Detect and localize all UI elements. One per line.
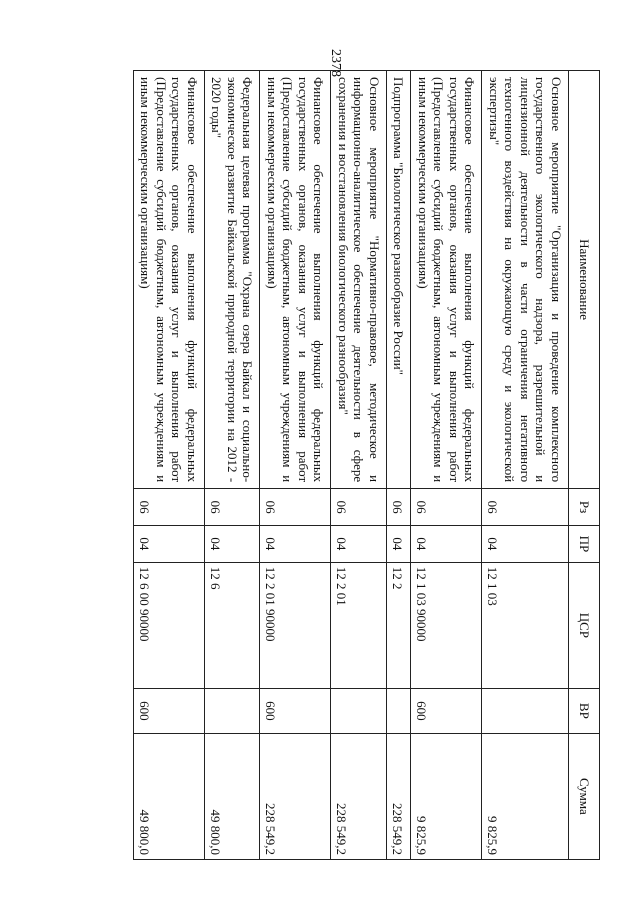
budget-table-rotated	[90, 70, 600, 860]
header-vr: ВР	[569, 689, 600, 734]
row-rz: 06	[331, 489, 387, 526]
row-pr: 04	[482, 525, 569, 562]
row-name: Федеральная целевая программа "Охрана озера Байкал и социально-экономическое развитие Байкальской природной территории на 2012 - 2020 годы"	[205, 71, 261, 489]
row-rz: 06	[205, 489, 261, 526]
header-pr: ПР	[569, 525, 600, 562]
table-row	[387, 71, 412, 860]
header-csr: ЦСР	[569, 562, 600, 688]
header-rz: Рз	[569, 489, 600, 526]
row-vr: 600	[411, 689, 482, 734]
row-pr: 04	[411, 525, 482, 562]
row-rz: 06	[387, 489, 412, 526]
table-row	[482, 71, 569, 860]
table-row	[260, 71, 331, 860]
row-vr	[387, 689, 412, 734]
row-csr: 12 2 01 90000	[260, 562, 331, 688]
row-vr	[205, 689, 261, 734]
row-csr: 12 6	[205, 562, 261, 688]
row-pr: 04	[387, 525, 412, 562]
row-pr: 04	[260, 525, 331, 562]
table-row	[205, 71, 261, 860]
row-sum: 228 549,2	[387, 733, 412, 859]
table-header-row	[569, 71, 600, 860]
row-sum: 49 800,0	[134, 733, 205, 859]
row-rz: 06	[411, 489, 482, 526]
row-csr: 12 1 03 90000	[411, 562, 482, 688]
row-csr: 12 1 03	[482, 562, 569, 688]
row-sum: 49 800,0	[205, 733, 261, 859]
row-vr: 600	[260, 689, 331, 734]
table-row	[134, 71, 205, 860]
row-name: Финансовое обеспечение выполнения функций федеральных государственных органов, оказания услуг и выполнения работ (Предоставление субсидий бюджетным, автономным учреждениям и иным некоммерческим организациям)	[260, 71, 331, 489]
header-name: Наименование	[569, 71, 600, 489]
row-csr: 12 2	[387, 562, 412, 688]
table-row	[331, 71, 387, 860]
row-sum: 228 549,2	[260, 733, 331, 859]
row-vr	[482, 689, 569, 734]
row-csr: 12 6 00 90000	[134, 562, 205, 688]
row-sum: 9 825,9	[411, 733, 482, 859]
row-name: Финансовое обеспечение выполнения функций федеральных государственных органов, оказания услуг и выполнения работ (Предоставление субсидий бюджетным, автономным учреждениям и иным некоммерческим организациям)	[134, 71, 205, 489]
budget-table	[133, 70, 600, 860]
row-vr	[331, 689, 387, 734]
row-rz: 06	[482, 489, 569, 526]
row-name: Основное мероприятие "Нормативно-правовое, методическое и информационно-аналитическое обеспечение деятельности в сфере сохранения и восстановления биологического разнообразия"	[331, 71, 387, 489]
row-pr: 04	[205, 525, 261, 562]
header-sum: Сумма	[569, 733, 600, 859]
page-number: 2378	[328, 49, 343, 77]
row-pr: 04	[331, 525, 387, 562]
row-name: Подпрограмма "Биологическое разнообразие России"	[387, 71, 412, 489]
row-sum: 228 549,2	[331, 733, 387, 859]
row-name: Основное мероприятие "Организация и проведение комплексного государственного экологического надзора, разрешительной и лицензионной деятельности в части ограничения негативного техногенного воздействия на окружающую среду и экологической экспертизы"	[482, 71, 569, 489]
row-rz: 06	[134, 489, 205, 526]
row-rz: 06	[260, 489, 331, 526]
table-row	[411, 71, 482, 860]
row-csr: 12 2 01	[331, 562, 387, 688]
row-name: Финансовое обеспечение выполнения функций федеральных государственных органов, оказания услуг и выполнения работ (Предоставление субсидий бюджетным, автономным учреждениям и иным некоммерческим организациям)	[411, 71, 482, 489]
row-pr: 04	[134, 525, 205, 562]
row-sum: 9 825,9	[482, 733, 569, 859]
row-vr: 600	[134, 689, 205, 734]
